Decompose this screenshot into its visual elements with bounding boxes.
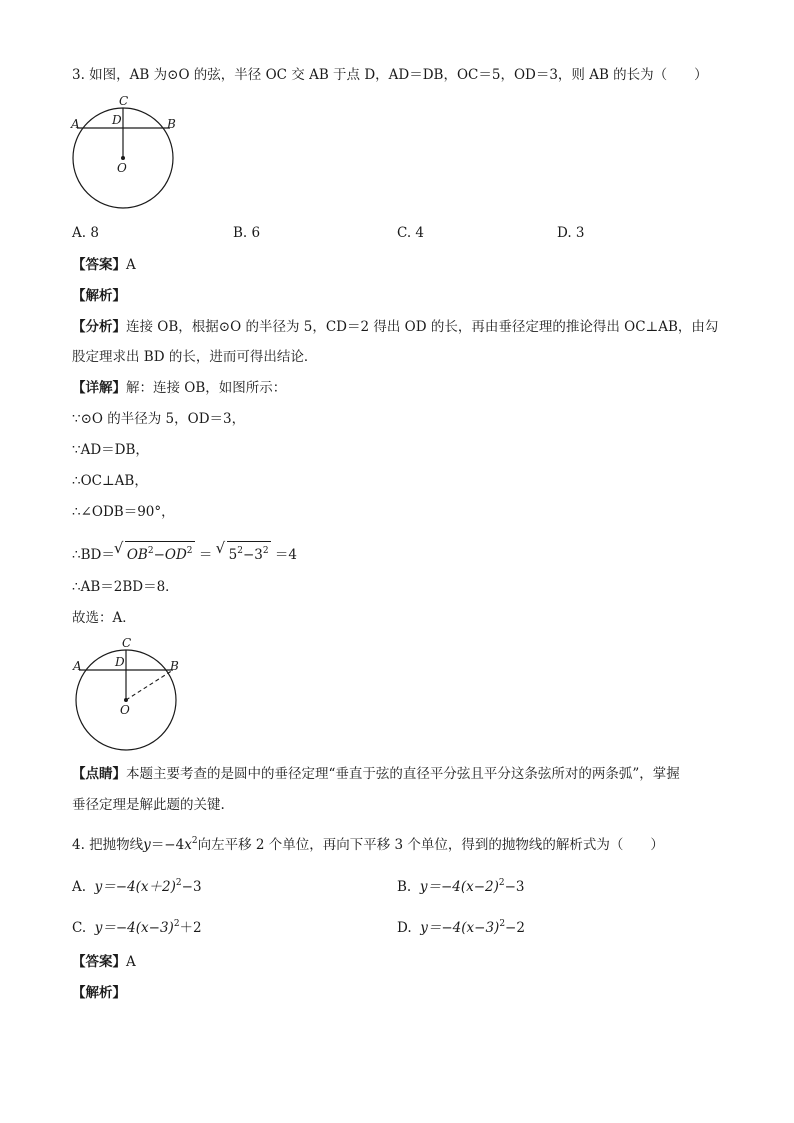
q4-option-d: D. $y=-4(x-3)^2-2$ — [397, 919, 525, 936]
q3-step-3: ∴OC⊥AB， — [72, 473, 148, 489]
q3-analysis-title: 【解析】 — [72, 288, 126, 304]
label-O: O — [120, 703, 130, 717]
q3-solution-figure — [68, 634, 188, 756]
q3-option-c: C. 4 — [397, 225, 425, 241]
label-A: A — [73, 659, 82, 673]
q3-stem: 3. 如图，AB 为⊙O 的弦，半径 OC 交 AB 于点 D，AD＝DB，OC＝5，OD＝3，则 AB 的长为（ ） — [72, 67, 708, 83]
label-O: O — [117, 161, 127, 175]
label-D: D — [115, 655, 125, 669]
q3-option-a: A. 8 — [72, 225, 99, 241]
q3-fenxi-line1: 【分析】连接 OB，根据⊙O 的半径为 5，CD＝2 得出 OD 的长，再由垂径定理的推论得出 OC⊥AB，由勾 — [72, 319, 719, 335]
q4-option-c: C. $y=-4(x-3)^2+2$ — [72, 919, 202, 936]
q3-step-2: ∵AD＝DB， — [72, 442, 149, 458]
q3-step-1: ∵⊙O 的半径为 5，OD＝3， — [72, 411, 246, 427]
q3-step-5: ∴BD＝√ $OB^2-OD^2$ ＝ √ $5^2-3^2 =4$ — [72, 541, 297, 564]
q3-fenxi-line2: 股定理求出 BD 的长，进而可得出结论． — [72, 349, 318, 365]
q3-figure — [66, 92, 186, 212]
q3-step-4: ∴∠ODB＝90°， — [72, 504, 175, 520]
q3-dianjing-line2: 垂径定理是解此题的关键. — [72, 797, 225, 813]
q3-dianjing-line1: 【点睛】本题主要考查的是圆中的垂径定理“垂直于弦的直径平分弦且平分这条弦所对的两条弧”，掌握 — [72, 766, 680, 782]
q3-choose: 故选：A． — [72, 610, 136, 626]
q4-option-b: B. $y=-4(x-2)^2-3$ — [397, 878, 525, 895]
q4-stem: 4. 把抛物线$y=-4x^2$向左平移 2 个单位，再向下平移 3 个单位，得到的抛物线的解析式为（ ） — [72, 836, 664, 853]
label-B: B — [170, 659, 179, 673]
q3-option-b: B. 6 — [233, 225, 261, 241]
label-C: C — [122, 636, 132, 650]
label-D: D — [112, 113, 122, 127]
q4-option-a: A. $y=-4(x+2)^2-3$ — [72, 878, 202, 895]
label-B: B — [167, 117, 176, 131]
q4-analysis-title: 【解析】 — [72, 985, 126, 1001]
q4-answer: 【答案】A — [72, 954, 136, 970]
label-C: C — [119, 94, 129, 108]
label-A: A — [71, 117, 80, 131]
q3-detail-line1: 【详解】解：连接 OB，如图所示： — [72, 380, 287, 396]
q3-step-6: ∴AB＝2BD＝8． — [72, 579, 179, 595]
q3-answer: 【答案】A — [72, 257, 136, 273]
q3-option-d: D. 3 — [557, 225, 585, 241]
